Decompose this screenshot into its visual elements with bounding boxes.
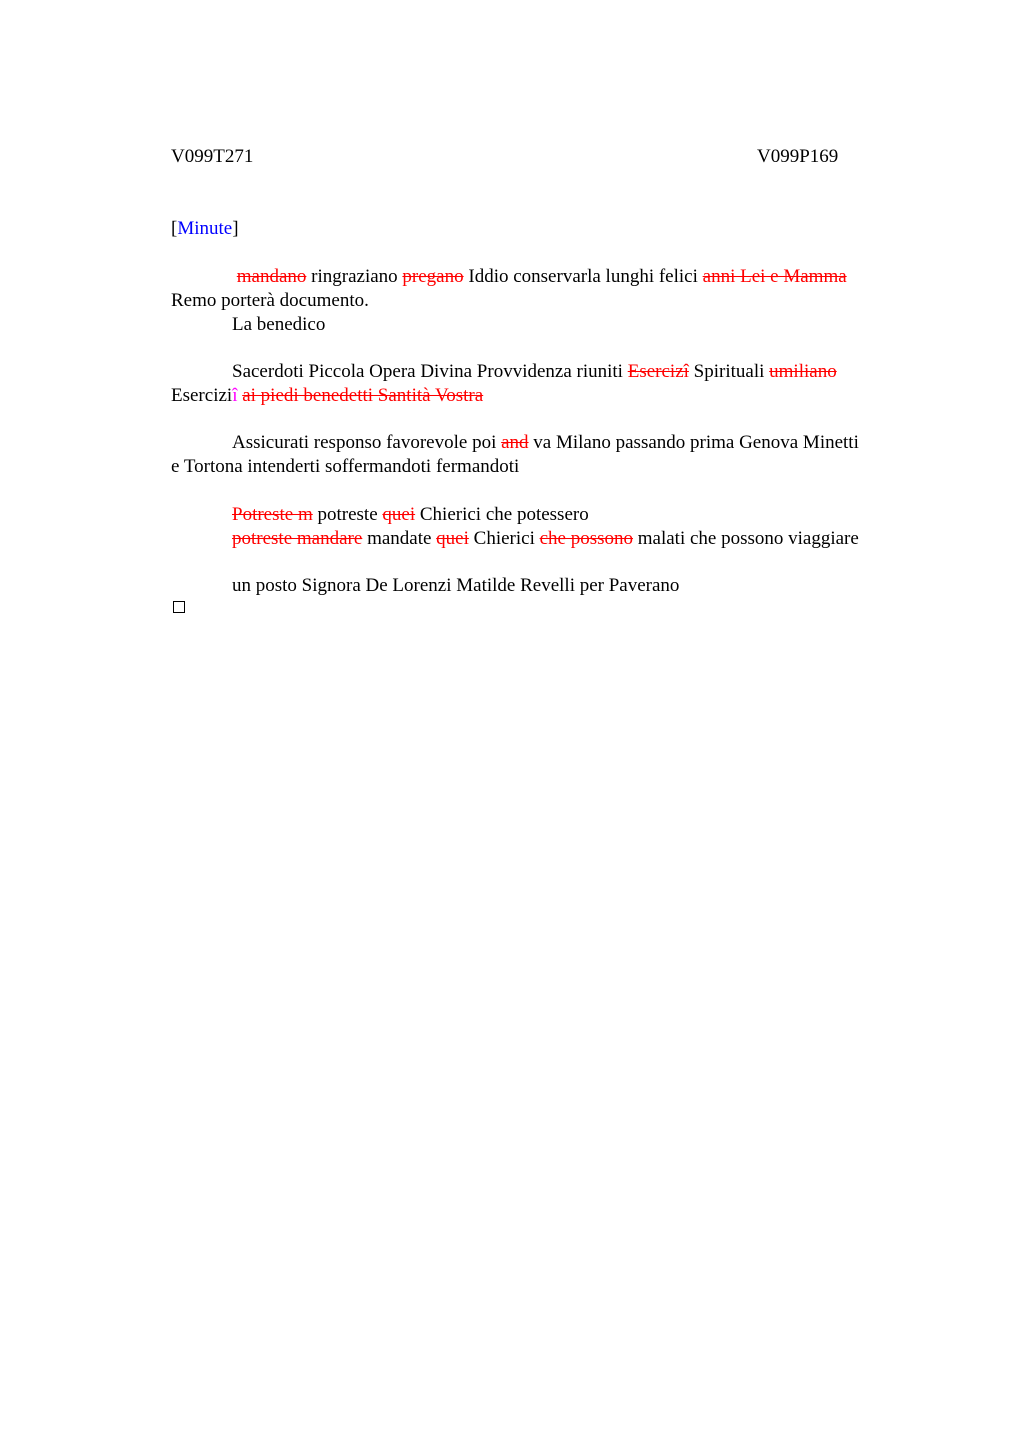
deleted-text: and: [501, 432, 529, 453]
paragraph-2-line-2: [171, 384, 483, 408]
deleted-text: ai piedi benedetti Santità Vostra: [242, 385, 484, 406]
title-minute-link[interactable]: Minute: [177, 218, 233, 239]
deleted-text: Esercizî: [627, 361, 689, 382]
deleted-text: anni Lei e Mamma: [702, 266, 847, 287]
paragraph-2-line-1: [232, 360, 837, 384]
text-run: Chierici che potessero: [419, 504, 589, 525]
deleted-text: pregano: [402, 266, 464, 287]
deleted-text: quei: [436, 528, 469, 549]
paragraph-4-line-1: [232, 503, 589, 527]
paragraph-1-line-3: La benedico: [232, 314, 326, 335]
deleted-text: che possono: [539, 528, 633, 549]
header-right-code: V099P169: [757, 146, 839, 167]
text-run: va Milano passando prima Genova Minetti: [533, 432, 859, 453]
paragraph-3-line-1: [232, 431, 859, 455]
paragraph-4-line-2: [232, 527, 859, 551]
deleted-text: potreste mandare: [232, 528, 363, 549]
text-run: potreste: [317, 504, 378, 525]
paragraph-1-line-2: Remo porterà documento.: [171, 290, 369, 311]
text-run: ringraziano: [311, 266, 398, 287]
text-run: Assicurati responso favorevole poi: [232, 432, 497, 453]
deleted-text: umiliano: [769, 361, 837, 382]
text-run: Sacerdoti Piccola Opera Divina Provvidenza riuniti: [232, 361, 623, 382]
paragraph-5-line-1: un posto Signora De Lorenzi Matilde Revelli per Paverano: [232, 575, 680, 596]
section-title: [171, 217, 239, 241]
paragraph-1-line-1: [232, 265, 847, 289]
title-close-bracket: ]: [232, 218, 239, 239]
title-open-bracket: [: [171, 218, 178, 239]
accent-mark: î: [232, 385, 238, 406]
paragraph-3-line-2: e Tortona intenderti soffermandoti fermandoti: [171, 456, 520, 477]
deleted-text: Potreste m: [232, 504, 313, 525]
text-run: Spirituali: [693, 361, 765, 382]
text-run: mandate: [367, 528, 432, 549]
text-run: Esercizi: [171, 385, 233, 406]
text-run: Chierici: [473, 528, 535, 549]
text-run: malati che possono viaggiare: [637, 528, 859, 549]
text-run: Iddio conservarla lunghi felici: [468, 266, 698, 287]
deleted-text: mandano: [236, 266, 307, 287]
deleted-text: quei: [382, 504, 416, 525]
checkbox-square-icon: [173, 601, 185, 613]
header-left-code: V099T271: [171, 146, 254, 167]
